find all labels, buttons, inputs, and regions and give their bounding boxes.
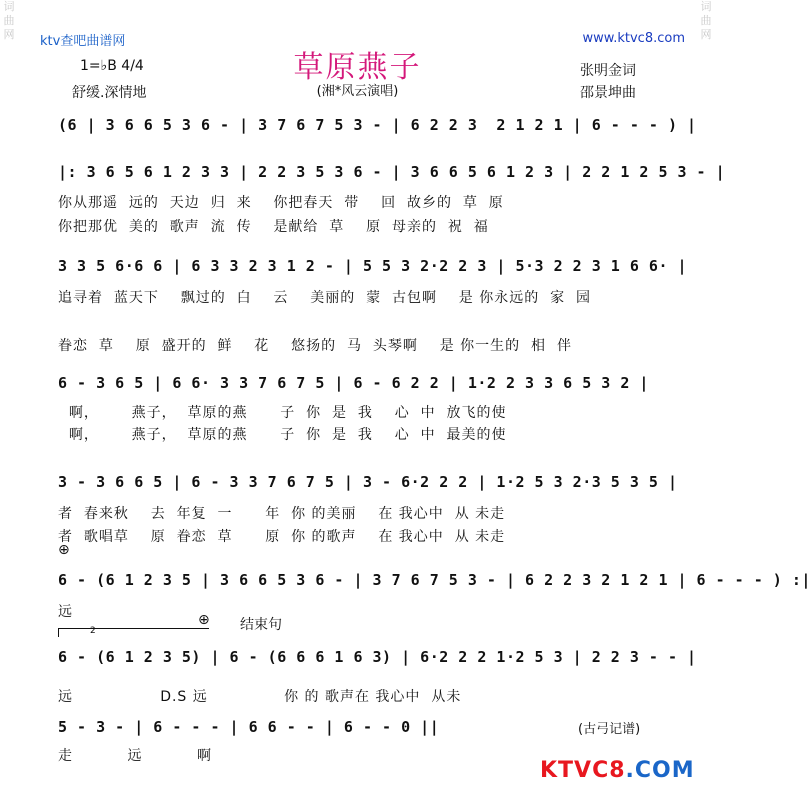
- end-phrase-label: 结束句: [240, 617, 282, 633]
- lyric-line: 你把那优 美的 歌声 流 传 是献给 草 原 母亲的 祝 福: [58, 219, 489, 235]
- logo-part1: KTVC8: [540, 758, 626, 783]
- lyricist: 张明金词: [580, 63, 636, 79]
- lyric-line: 者 歌唱草 原 眷恋 草 原 你 的歌声 在 我心中 从 未走: [58, 529, 506, 545]
- coda-sign-icon: ⊕: [58, 542, 70, 558]
- site-name-left[interactable]: ktv查吧曲谱网: [40, 34, 126, 49]
- lyric-line: 眷恋 草 原 盛开的 鲜 花 悠扬的 马 头琴啊 是 你一生的 相 伴: [58, 338, 572, 354]
- notation-line: 6 - 3 6 5 | 6 6· 3 3 7 6 7 5 | 6 - 6 2 2 | 1·2 2 3 3 6 5 3 2 |: [58, 374, 649, 392]
- key-signature: 1=♭B 4/4: [80, 58, 144, 74]
- volta-number: 2: [90, 626, 96, 636]
- song-performer: (湘*风云演唱): [316, 84, 399, 99]
- song-title: 草原燕子: [293, 50, 422, 85]
- lyric-line: 走 远 啊: [58, 748, 213, 764]
- coda-sign-icon: ⊕: [198, 612, 210, 628]
- left-watermark: 词曲网: [3, 0, 15, 41]
- logo-part2: .COM: [625, 758, 695, 783]
- lyric-line: 啊， 燕子， 草原的燕 子 你 是 我 心 中 最美的使: [58, 427, 507, 443]
- notation-line: 6 - (6 1 2 3 5) | 6 - (6 6 6 1 6 3) | 6·2 2 2 1·2 5 3 | 2 2 3 - - |: [58, 648, 697, 666]
- tempo-marking: 舒缓.深情地: [72, 85, 147, 101]
- notation-line: 6 - (6 1 2 3 5 | 3 6 6 5 3 6 - | 3 7 6 7 5 3 - | 6 2 2 3 2 1 2 1 | 6 - - - ) :|: [58, 571, 811, 589]
- notation-line: 3 3 5 6·6 6 | 6 3 3 2 3 1 2 - | 5 5 3 2·2 2 3 | 5·3 2 2 3 1 6 6· |: [58, 257, 688, 275]
- notation-line: (6 | 3 6 6 5 3 6 - | 3 7 6 7 5 3 - | 6 2 2 3 2 1 2 1 | 6 - - - ) |: [58, 116, 697, 134]
- composer: 邵景坤曲: [580, 85, 636, 101]
- lyric-line: 远: [58, 604, 73, 620]
- lyric-line: 远 D.S 远 你 的 歌声在 我心中 从未: [58, 689, 462, 705]
- lyric-line: 你从那遥 远的 天边 归 来 你把春天 带 回 故乡的 草 原: [58, 195, 504, 211]
- right-watermark: 词曲网: [700, 0, 712, 41]
- notation-line: 3 - 3 6 6 5 | 6 - 3 3 7 6 7 5 | 3 - 6·2 2 2 | 1·2 5 3 2·3 5 3 5 |: [58, 473, 678, 491]
- site-url-right[interactable]: www.ktvc8.com: [582, 31, 685, 46]
- lyric-line: 追寻着 蓝天下 飘过的 白 云 美丽的 蒙 古包啊 是 你永远的 家 园: [58, 290, 592, 306]
- lyric-line: 者 春来秋 去 年复 一 年 你 的美丽 在 我心中 从 未走: [58, 506, 506, 522]
- second-ending-bracket: [58, 628, 209, 637]
- notation-line: 5 - 3 - | 6 - - - | 6 6 - - | 6 - - 0 ||: [58, 718, 440, 736]
- lyric-line: 啊， 燕子， 草原的燕 子 你 是 我 心 中 放飞的使: [58, 405, 507, 421]
- ktvc8-logo: [540, 758, 695, 783]
- score-recorder: (古弓记谱): [578, 722, 641, 737]
- notation-line: |: 3 6 5 6 1 2 3 3 | 2 2 3 5 3 6 - | 3 6 6 5 6 1 2 3 | 2 2 1 2 5 3 - |: [58, 163, 726, 181]
